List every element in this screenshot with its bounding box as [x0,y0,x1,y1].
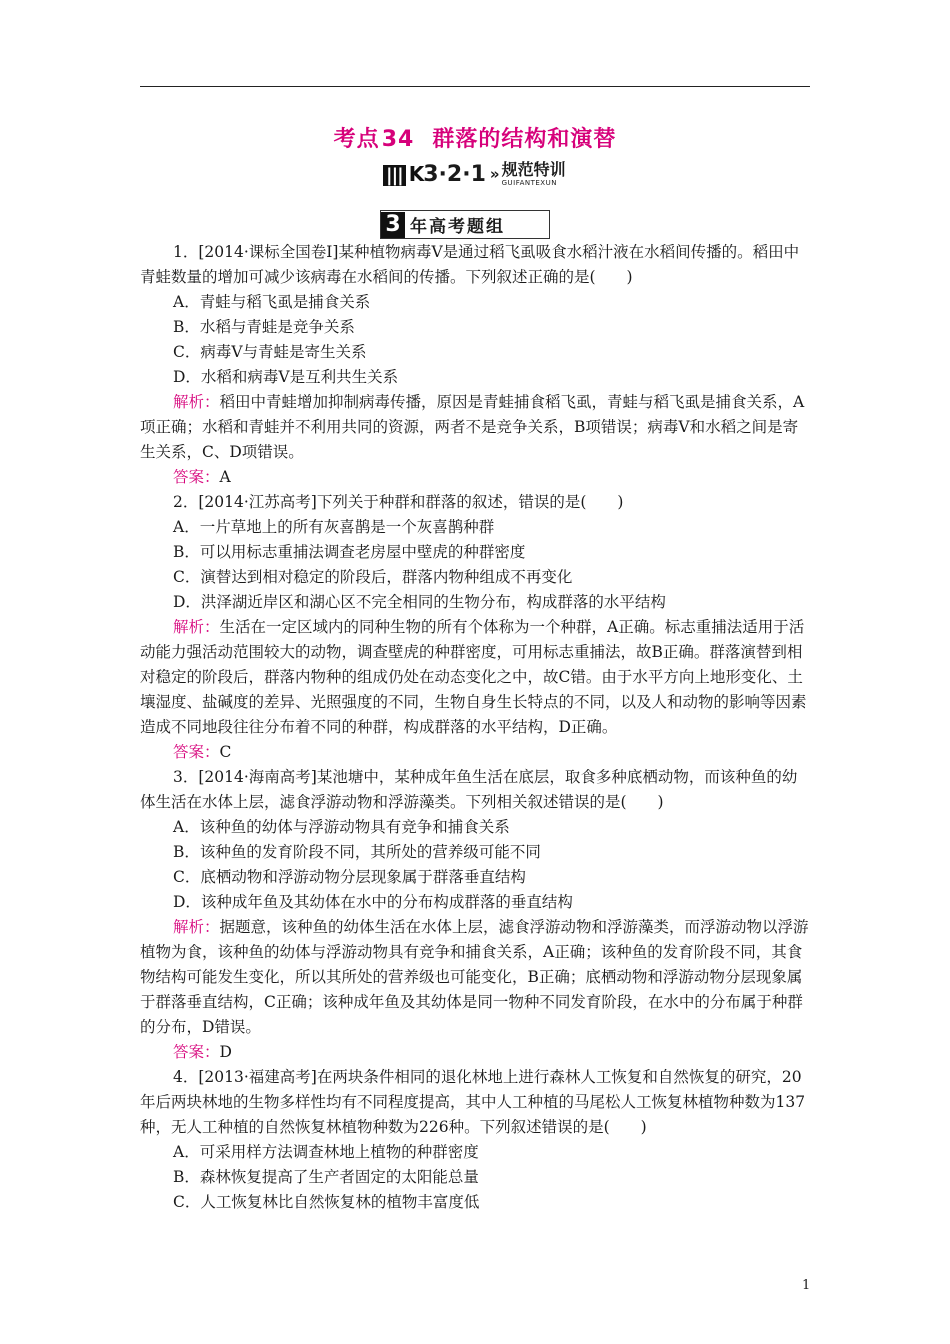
analysis-label: 解析： [173,618,220,636]
option: B．该种鱼的发育阶段不同，其所处的营养级可能不同 [173,843,541,861]
analysis-label: 解析： [173,918,220,936]
analysis-text: 生活在一定区域内的同种生物的所有个体称为一个种群，A正确。标志重捕法适用于活动能力强活动范围较大的动物，调查壁虎的种群密度，可用标志重捕法，故B正确。群落演替到相对稳定的阶段后，群落内物种的组成仍处在动态变化之中，故C错。由于水平方向上地形变化、土壤湿度、盐碱度的差异、光照强度的不同，生物自身生长特点的不同，以及人和动物的影响等因素造成不同地段往往分布着不同的种群，构成群落的水平结构，D正确。 [140,618,807,736]
option: A．一片草地上的所有灰喜鹊是一个灰喜鹊种群 [173,518,495,536]
option: C．病毒Ⅴ与青蛙是寄生关系 [173,343,367,361]
option: D．该种成年鱼及其幼体在水中的分布构成群落的垂直结构 [173,893,573,911]
answer-value: A [219,468,231,486]
analysis-text: 稻田中青蛙增加抑制病毒传播，原因是青蛙捕食稻飞虱，青蛙与稻飞虱是捕食关系，A项正确；水稻和青蛙并不利用共同的资源，两者不是竞争关系，B项错误；病毒Ⅴ和水稻之间是寄生关系，C、D项错误。 [140,393,805,461]
question-stem: 2．[2014·江苏高考]下列关于种群和群落的叙述，错误的是( ) [173,493,624,511]
option: C．演替达到相对稳定的阶段后，群落内物种组成不再变化 [173,568,573,586]
section-number: 3 [381,212,405,238]
option: A．该种鱼的幼体与浮游动物具有竞争和捕食关系 [173,818,510,836]
option: A．可采用样方法调查林地上植物的种群密度 [173,1143,479,1161]
answer [140,465,812,490]
analysis [140,615,812,740]
answer-value: C [219,743,232,761]
analysis-label: 解析： [173,393,220,411]
answer-value: D [219,1043,232,1061]
answer-label: 答案： [173,468,220,486]
answer [140,740,812,765]
badge-logo-icon: ||| K [383,162,423,186]
section-title: 年高考题组 [410,217,505,237]
analysis [140,915,812,1040]
badge-pinyin: GUIFANTEXUN [501,178,557,187]
training-badge [383,160,566,188]
page-number: 1 [802,1278,811,1293]
question-list [140,240,812,1215]
question-stem: 1．[2014·课标全国卷Ⅰ]某种植物病毒Ⅴ是通过稻飞虱吸食水稻汁液在水稻间传播的。稻田中青蛙数量的增加可减少该病毒在水稻间的传播。下列叙述正确的是( ) [140,243,800,286]
option: B．森林恢复提高了生产者固定的太阳能总量 [173,1168,479,1186]
option: A．青蛙与稻飞虱是捕食关系 [173,293,371,311]
section-heading [380,210,550,239]
answer [140,1040,812,1065]
answer-label: 答案： [173,1043,220,1061]
option: D．洪泽湖近岸区和湖心区不完全相同的生物分布，构成群落的水平结构 [173,593,666,611]
analysis [140,390,812,465]
question-stem: 4．[2013·福建高考]在两块条件相同的退化林地上进行森林人工恢复和自然恢复的研究，20年后两块林地的生物多样性均有不同程度提高，其中人工种植的马尾松人工恢复林植物种数为137种，无人工种植的自然恢复林植物种数为226种。下列叙述错误的是( ) [140,1068,806,1136]
question-stem: 3．[2014·海南高考]某池塘中，某种成年鱼生活在底层，取食多种底栖动物，而该种鱼的幼体生活在水体上层，滤食浮游动物和浮游藻类。下列相关叙述错误的是( ) [140,768,798,811]
title-text: 群落的结构和演替 [432,127,617,152]
double-chevron-icon: » [489,165,500,183]
title-number: 34 [381,127,415,152]
badge-digits: 3·2·1 [423,161,486,187]
answer-label: 答案： [173,743,220,761]
option: B．可以用标志重捕法调查老房屋中壁虎的种群密度 [173,543,526,561]
badge-label: 规范特训 [501,159,566,179]
option: C．人工恢复林比自然恢复林的植物丰富度低 [173,1193,480,1211]
option: D．水稻和病毒Ⅴ是互利共生关系 [173,368,399,386]
page-title [0,122,950,153]
option: C．底栖动物和浮游动物分层现象属于群落垂直结构 [173,868,526,886]
top-rule [140,86,810,87]
title-prefix: 考点 [333,127,380,152]
analysis-text: 据题意，该种鱼的幼体生活在水体上层，滤食浮游动物和浮游藻类，而浮游动物以浮游植物为食，该种鱼的幼体与浮游动物具有竞争和捕食关系，A正确；该种鱼的发育阶段不同，其食物结构可能发生变化，所以其所处的营养级也可能变化，B正确；底栖动物和浮游动物分层现象属于群落垂直结构，C正确；该种成年鱼及其幼体是同一物种不同发育阶段，在水中的分布属于种群的分布，D错误。 [140,918,809,1036]
option: B．水稻与青蛙是竞争关系 [173,318,355,336]
